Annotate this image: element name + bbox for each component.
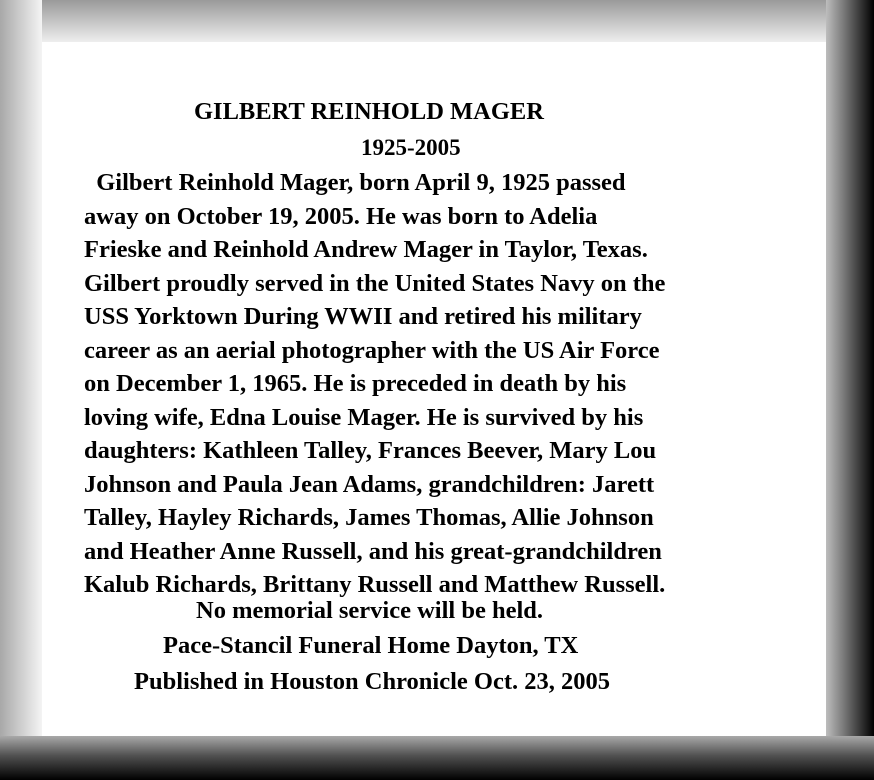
frame-bevel-right	[826, 0, 874, 780]
obituary-body-line: loving wife, Edna Louise Mager. He is survived by his	[84, 403, 644, 431]
frame-bevel-top	[0, 0, 874, 42]
frame-bevel-left	[0, 0, 42, 780]
obituary-years: 1925-2005	[361, 135, 461, 160]
obituary-body-line: Gilbert proudly served in the United States Navy on the	[84, 269, 666, 297]
obituary-body-line: career as an aerial photographer with the US Air Force	[84, 336, 660, 364]
obituary-body-line: Gilbert Reinhold Mager, born April 9, 1925 passed	[84, 169, 626, 196]
service-note: No memorial service will be held.	[196, 597, 544, 624]
obituary-body-line: Johnson and Paula Jean Adams, grandchildren: Jarett	[84, 470, 655, 498]
funeral-home: Pace-Stancil Funeral Home Dayton, TX	[163, 632, 579, 659]
obituary-body-line: and Heather Anne Russell, and his great-grandchildren	[84, 537, 662, 565]
frame-bevel-bottom	[0, 736, 874, 780]
obituary-body-line: Kalub Richards, Brittany Russell and Matthew Russell.	[84, 571, 666, 598]
obituary-body-line: on December 1, 1965. He is preceded in death by his	[84, 370, 627, 397]
obituary-title: GILBERT REINHOLD MAGER	[194, 98, 544, 125]
obituary-body-line: Talley, Hayley Richards, James Thomas, Allie Johnson	[84, 504, 654, 531]
obituary-body-line: Frieske and Reinhold Andrew Mager in Taylor, Texas.	[84, 236, 648, 263]
obituary-body-line: away on October 19, 2005. He was born to Adelia	[84, 202, 598, 230]
obituary-body-line: USS Yorktown During WWII and retired his military	[84, 303, 642, 330]
obituary-body-line: daughters: Kathleen Talley, Frances Beever, Mary Lou	[84, 437, 657, 464]
publication-line: Published in Houston Chronicle Oct. 23, 2005	[134, 668, 611, 695]
